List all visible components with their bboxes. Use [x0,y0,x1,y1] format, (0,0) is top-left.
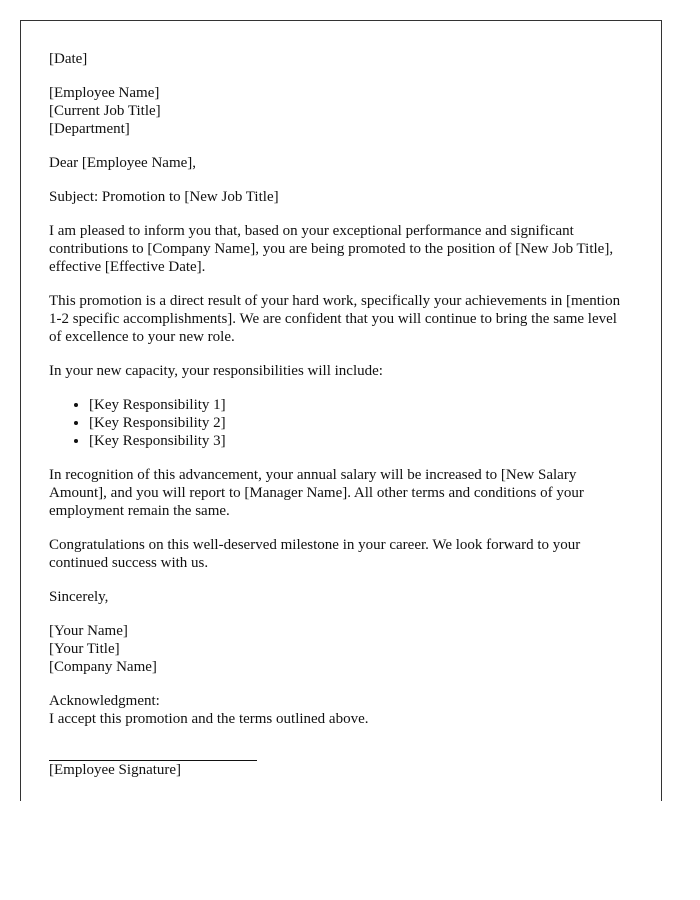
sender-name: [Your Name] [49,623,128,639]
body-paragraph: In your new capacity, your responsibilities will include: [49,363,383,379]
letter-page [20,20,662,801]
acknowledgment-text: I accept this promotion and the terms outlined above. [49,711,369,727]
sender-title: [Your Title] [49,641,120,657]
list-item: • [Key Responsibility 3] [89,432,633,450]
list-item: • [Key Responsibility 1] [89,396,633,414]
sender-block [49,622,633,676]
subject-line: Subject: Promotion to [New Job Title] [49,189,279,205]
body-paragraph: This promotion is a direct result of your hard work, specifically your achievements in [mention 1-2 specific accomplishments]. We are confident that you will continue to bring the same level of excellence to your new role. [49,293,621,345]
body-paragraph: I am pleased to inform you that, based on your exceptional performance and significant contributions to [Company Name], you are being promoted to the position of [New Job Title], effective [Effective Date]. [49,223,614,275]
body-paragraph: Congratulations on this well-deserved milestone in your career. We look forward to your continued success with us. [49,537,581,571]
recipient-block [49,84,633,138]
signature-label: [Employee Signature] [49,762,182,778]
list-item: • [Key Responsibility 2] [89,414,633,432]
responsibilities-list [49,396,633,450]
closing: Sincerely, [49,589,109,605]
acknowledgment-block [49,692,633,728]
salutation: Dear [Employee Name], [49,155,197,171]
recipient-name: [Employee Name] [49,85,160,101]
acknowledgment-heading: Acknowledgment: [49,693,160,709]
date: [Date] [49,51,88,67]
sender-company: [Company Name] [49,659,157,675]
recipient-title: [Current Job Title] [49,103,161,119]
body-paragraph: In recognition of this advancement, your annual salary will be increased to [New Salary Amount], and you will report to [Manager Name]. All other terms and conditions of your employment remain the same. [49,467,584,519]
recipient-department: [Department] [49,121,130,137]
